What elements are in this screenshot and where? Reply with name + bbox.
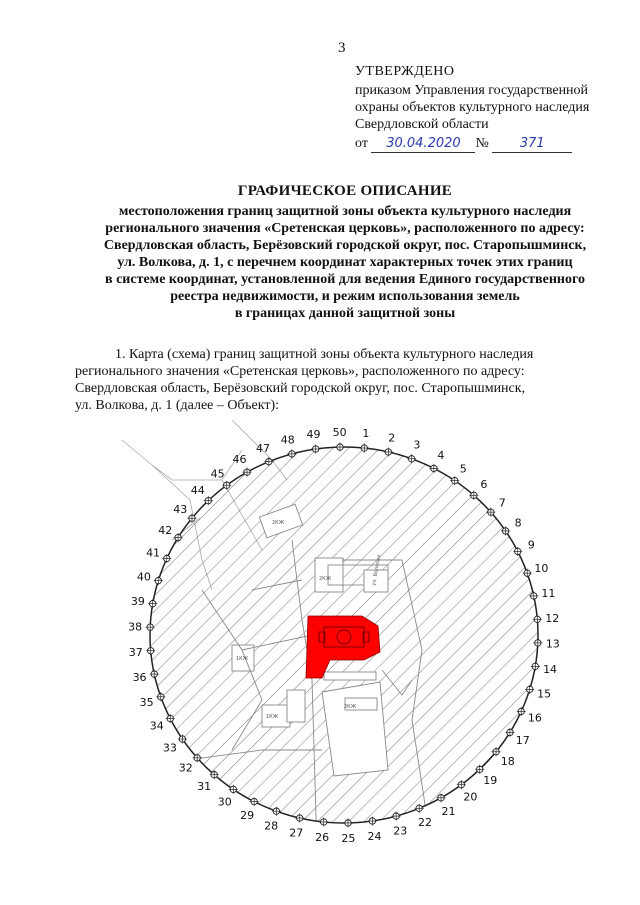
approval-line: приказом Управления государственной [355, 83, 589, 98]
approval-title: УТВЕРЖДЕНО [355, 64, 455, 79]
boundary-point-label: 22 [417, 816, 432, 830]
boundary-point-label: 34 [149, 719, 164, 733]
section-1-line: ул. Волкова, д. 1 (далее – Объект): [75, 398, 280, 413]
boundary-point-label: 24 [367, 829, 382, 843]
approval-date: 30.04.2020 [371, 135, 475, 153]
boundary-point-label: 42 [158, 523, 173, 537]
boundary-point-label: 48 [280, 433, 295, 447]
boundary-point-label: 13 [545, 637, 560, 651]
boundary-point-label: 14 [543, 662, 558, 676]
boundary-point [415, 804, 432, 829]
boundary-point [531, 662, 557, 676]
boundary-point-label: 3 [413, 438, 421, 452]
section-1-line: Свердловская область, Берёзовский городской округ, пос. Старопышминск, [75, 381, 526, 396]
section-1-line: 1. Карта (схема) границ защитной зоны объекта культурного наследия [115, 347, 534, 362]
date-prefix: от [355, 136, 368, 151]
boundary-point-label: 47 [256, 441, 271, 455]
boundary-point-label: 23 [393, 824, 408, 838]
boundary-point-label: 19 [483, 774, 498, 788]
boundary-point [197, 770, 219, 793]
document-subtitle-line: регионального значения «Сретенская церковь», расположенного по адресу: [105, 221, 585, 236]
boundary-point-label: 4 [437, 449, 445, 463]
document-subtitle-line: реестра недвижимости, и режим использования земель [170, 289, 520, 304]
boundary-point-label: 32 [178, 761, 193, 775]
boundary-point [158, 524, 182, 542]
approval-date-row [355, 135, 572, 153]
boundary-point-label: 49 [306, 428, 321, 442]
building [315, 558, 343, 592]
boundary-point-label: 11 [541, 586, 556, 600]
boundary-point [233, 453, 252, 476]
building [324, 672, 376, 680]
building [322, 682, 388, 776]
document-subtitle-line: местоположения границ защитной зоны объекта культурного наследия [118, 204, 572, 219]
boundary-point-label: 26 [315, 830, 330, 844]
boundary-point [240, 797, 258, 822]
boundary-point [469, 478, 487, 500]
boundary-point [450, 462, 467, 485]
boundary-point [529, 587, 555, 601]
boundary-point [517, 707, 542, 725]
boundary-point-label: 8 [514, 516, 522, 530]
boundary-point [218, 785, 238, 809]
boundary-point-label: 16 [527, 711, 542, 725]
document-subtitle-line: в системе координат, установленной для ведения Единого государственного [105, 272, 585, 287]
approval-number: 371 [492, 135, 572, 153]
boundary-point-label: 2 [388, 431, 396, 445]
boundary-point [486, 496, 505, 516]
boundary-point-label: 31 [197, 779, 212, 793]
boundary-point-label: 6 [480, 478, 488, 492]
boundary-point [256, 442, 273, 466]
page-number: 3 [338, 40, 346, 56]
boundary-point-label: 5 [459, 462, 467, 476]
boundary-point [150, 714, 175, 732]
boundary-point [505, 728, 529, 747]
boundary-point [146, 546, 171, 563]
boundary-point-label: 36 [132, 671, 147, 685]
boundary-point [429, 449, 444, 473]
boundary-point [407, 439, 420, 464]
boundary-point-label: 35 [139, 695, 154, 709]
boundary-point-label: 41 [146, 546, 161, 560]
boundary-point-label: 30 [217, 795, 232, 809]
building-label: 1КЖ [266, 714, 279, 720]
boundary-point [457, 780, 478, 803]
boundary-point-label: 1 [362, 427, 370, 441]
approval-line: Свердловской области [355, 117, 489, 132]
boundary-point-label: 18 [500, 755, 515, 769]
boundary-point [437, 793, 456, 817]
boundary-point-label: 39 [130, 595, 145, 609]
boundary-point-label: 29 [240, 808, 255, 822]
boundary-point-label: 37 [128, 645, 143, 659]
boundary-point [475, 765, 497, 787]
boundary-point [392, 812, 408, 838]
boundary-point-label: 38 [128, 620, 143, 634]
boundary-point [523, 562, 549, 577]
building-label: 2КЖ [344, 704, 357, 710]
document-subtitle-line: в границах данной защитной зоны [234, 306, 456, 321]
boundary-point [173, 503, 196, 523]
street-label: ул. Волкова [371, 554, 383, 587]
boundary-point [289, 814, 304, 840]
boundary-point-label: 10 [534, 562, 549, 576]
boundary-point [281, 433, 297, 458]
boundary-point-label: 27 [289, 826, 304, 840]
section-1-line: регионального значения «Сретенская церковь», расположенного по адресу: [75, 364, 525, 379]
boundary-point-label: 33 [162, 741, 177, 755]
boundary-point [191, 484, 213, 505]
boundary-point-label: 17 [515, 734, 530, 748]
boundary-point [137, 570, 163, 585]
boundary-point [163, 735, 187, 755]
boundary-point [525, 685, 551, 701]
building-label: 2КЖ [319, 576, 332, 582]
boundary-point-label: 20 [463, 790, 478, 804]
building-label: 2КЖ [272, 520, 285, 526]
boundary-point [179, 753, 202, 774]
number-prefix: № [475, 136, 489, 151]
boundary-point-label: 46 [232, 453, 247, 467]
boundary-point-label: 12 [545, 612, 560, 626]
boundary-point-label: 43 [173, 502, 188, 516]
boundary-point-label: 45 [210, 467, 225, 481]
document-subtitle-line: ул. Волкова, д. 1, с перечнем координат характерных точек этих границ [117, 255, 573, 270]
boundary-point [492, 747, 515, 768]
boundary-map [112, 420, 572, 850]
boundary-point-label: 21 [441, 804, 456, 818]
boundary-point-label: 28 [264, 819, 279, 833]
boundary-point-label: 9 [527, 538, 535, 552]
boundary-point-label: 7 [498, 496, 506, 510]
boundary-point-label: 44 [190, 483, 205, 497]
document-subtitle-line: Свердловская область, Берёзовский городской округ, пос. Старопышминск, [103, 238, 587, 253]
document-title: ГРАФИЧЕСКОЕ ОПИСАНИЕ [237, 183, 453, 199]
building-label: 1КЖ [236, 656, 249, 662]
boundary-point-label: 40 [136, 570, 151, 584]
boundary-point-label: 25 [341, 831, 356, 845]
approval-line: охраны объектов культурного наследия [355, 100, 590, 115]
building [287, 690, 305, 722]
boundary-point [133, 670, 159, 685]
boundary-point [501, 517, 521, 536]
boundary-point-label: 15 [537, 687, 552, 701]
boundary-point-label: 50 [332, 426, 347, 440]
